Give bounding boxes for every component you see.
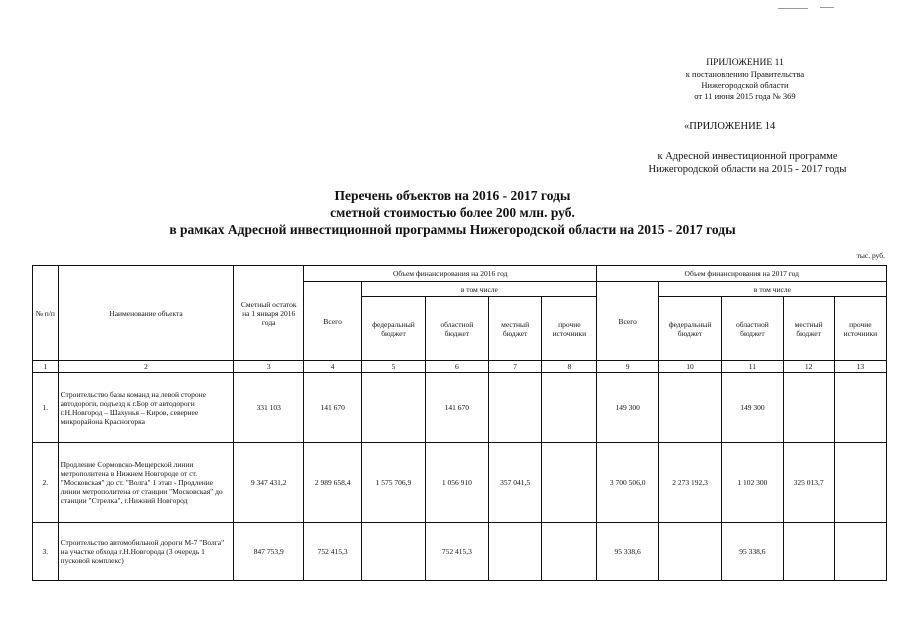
other-2017-cell [834,523,886,581]
federal-2017-cell: 2 273 192,3 [658,443,721,523]
col-name-header: Наименование объекта [58,266,234,361]
federal-2016-cell [362,523,425,581]
total-2016-cell: 141 670 [303,373,361,443]
federal-2016-header: федеральный бюджет [362,297,425,361]
index-row [33,361,887,373]
object-name: Строительство базы команд на левой стороне автодороги, подъезд к г.Бор от автодороги г.Н.Новгород – Шахунья – Киров, севернее микрорайона Красногорка [58,373,234,443]
index-cell: 12 [783,361,834,373]
including-2017-header: в том числе [658,282,886,297]
total-2016-header: Всего [303,282,361,361]
row-num: 3. [33,523,59,581]
group-2016-header: Объем финансирования на 2016 год [303,266,596,282]
federal-2016-cell: 1 575 706,9 [362,443,425,523]
other-2017-cell [834,443,886,523]
index-cell: 13 [834,361,886,373]
local-2017-header: местный бюджет [783,297,834,361]
total-2017-cell: 95 338,6 [597,523,658,581]
federal-2017-header: федеральный бюджет [658,297,721,361]
index-cell: 4 [303,361,361,373]
scan-mark [820,7,834,8]
local-2017-cell [783,523,834,581]
row-num: 2. [33,443,59,523]
other-2016-cell [542,523,597,581]
federal-2016-cell [362,373,425,443]
appendix14-label: «ПРИЛОЖЕНИЕ 14 [684,121,776,132]
index-cell: 11 [722,361,783,373]
col-num-header: № п/п [33,266,59,361]
balance-cell: 847 753,9 [234,523,304,581]
index-cell: 5 [362,361,425,373]
total-2016-cell: 752 415,3 [303,523,361,581]
index-cell: 3 [234,361,304,373]
balance-cell: 9 347 431,2 [234,443,304,523]
total-2017-header: Всего [597,282,658,361]
including-2016-header: в том числе [362,282,597,297]
resolution-line: к постановлению Правительства [685,69,805,79]
resolution-line: от 11 июня 2015 года № 369 [694,91,796,101]
regional-2017-header: областной бюджет [722,297,783,361]
document-title-line1: Перечень объектов на 2016 - 2017 годы [334,188,571,203]
objects-table [32,265,887,581]
index-cell: 1 [33,361,59,373]
group-2017-header: Объем финансирования на 2017 год [597,266,887,282]
regional-2016-cell: 141 670 [425,373,488,443]
table-row [33,373,887,443]
index-cell: 10 [658,361,721,373]
row-num: 1. [33,373,59,443]
document-title-line3: в рамках Адресной инвестиционной программы Нижегородской области на 2015 - 2017 годы [169,222,736,237]
appendix-header [640,58,850,102]
regional-2017-cell: 1 102 300 [722,443,783,523]
federal-2017-cell [658,373,721,443]
resolution-line: Нижегородской области [701,80,789,90]
index-cell: 9 [597,361,658,373]
index-cell: 8 [542,361,597,373]
other-2017-cell [834,373,886,443]
other-2016-header: прочие источники [542,297,597,361]
local-2016-cell [489,373,542,443]
object-name: Продление Сормовско-Мещерской линии метрополитена в Нижнем Новгороде от ст. "Московская" до ст. "Волга" 1 этап - Продление линии метрополитена от станции "Московская" до станции "Стрелка", г.Нижний Новгород [58,443,234,523]
total-2016-cell: 2 989 658,4 [303,443,361,523]
other-2016-cell [542,373,597,443]
table-row [33,443,887,523]
index-cell: 2 [58,361,234,373]
header-row [33,266,887,282]
local-2016-header: местный бюджет [489,297,542,361]
local-2016-cell [489,523,542,581]
total-2017-cell: 3 700 506,0 [597,443,658,523]
object-name: Строительство автомобильной дороги М-7 "Волга" на участке обхода г.Н.Новгорода (3 очередь 1 пусковой комплекс) [58,523,234,581]
scan-mark [778,8,808,9]
regional-2016-header: областной бюджет [425,297,488,361]
local-2017-cell: 325 013,7 [783,443,834,523]
balance-cell: 331 103 [234,373,304,443]
program-line: Нижегородской области на 2015 - 2017 годы [648,164,847,175]
units-label: тыс. руб. [856,251,885,260]
federal-2017-cell [658,523,721,581]
regional-2016-cell: 752 415,3 [425,523,488,581]
regional-2016-cell: 1 056 910 [425,443,488,523]
program-reference [610,150,885,176]
appendix-label: ПРИЛОЖЕНИЕ 11 [706,58,784,68]
table-row [33,523,887,581]
index-cell: 6 [425,361,488,373]
program-line: к Адресной инвестиционной программе [657,151,838,162]
local-2017-cell [783,373,834,443]
document-title-line2: сметной стоимостью более 200 млн. руб. [330,205,575,220]
local-2016-cell: 357 041,5 [489,443,542,523]
other-2016-cell [542,443,597,523]
total-2017-cell: 149 300 [597,373,658,443]
col-balance-header: Сметный остаток на 1 января 2016 года [234,266,304,361]
regional-2017-cell: 149 300 [722,373,783,443]
regional-2017-cell: 95 338,6 [722,523,783,581]
index-cell: 7 [489,361,542,373]
other-2017-header: прочие источники [834,297,886,361]
